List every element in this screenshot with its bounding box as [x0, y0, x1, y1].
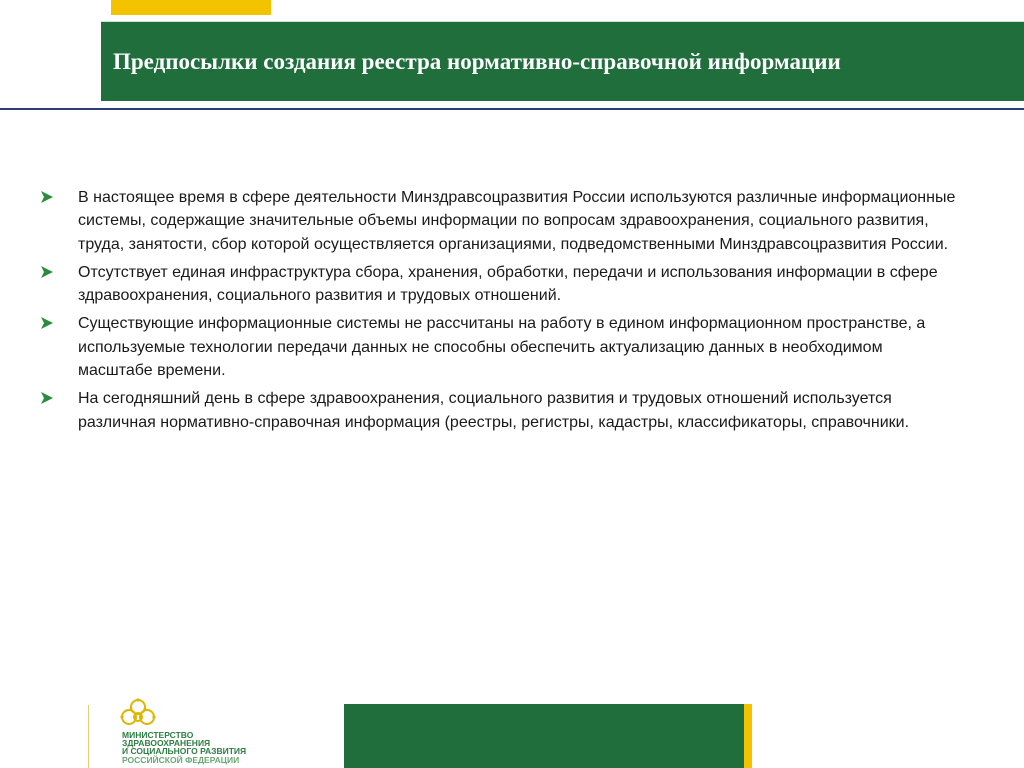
footer-green-block — [344, 704, 744, 768]
bullet-item — [40, 312, 960, 382]
header-divider — [0, 108, 1024, 110]
slide-title: Предпосылки создания реестра нормативно-справочной информации — [113, 48, 841, 74]
bullet-text: В настоящее время в сфере деятельности Минздравсоцразвития России используются различные информационные системы, содержащие значительные объемы информации по вопросам здравоохранения, социального развития, труда, занятости, сбор которой осуществляется организациями, подведомственными Минздравсоцразвития России. — [78, 189, 956, 253]
ministry-logo-text — [122, 731, 246, 764]
bullet-text: На сегодняшний день в сфере здравоохранения, социального развития и трудовых отношений используется различная нормативно-справочная информация (реестры, регистры, кадастры, классификаторы, справочники. — [78, 390, 910, 431]
arrowhead-bullet-icon — [40, 391, 54, 405]
arrowhead-bullet-icon — [40, 190, 54, 204]
logo-line: И СОЦИАЛЬНОГО РАЗВИТИЯ — [122, 746, 247, 757]
title-bar — [101, 21, 1024, 101]
top-accent-bar — [111, 0, 271, 15]
bullet-text: Отсутствует единая инфраструктура сбора, хранения, обработки, передачи и использования информации в сфере здравоохранения, социального развития и трудовых отношений. — [78, 263, 938, 305]
bullet-item — [40, 186, 960, 256]
logo-line: РОССИЙСКОЙ ФЕДЕРАЦИИ — [122, 754, 240, 765]
logo-line: МИНИСТЕРСТВО — [122, 730, 194, 740]
bullet-item — [40, 261, 960, 308]
arrowhead-bullet-icon — [40, 316, 54, 330]
logo-line: ЗДРАВООХРАНЕНИЯ — [122, 738, 211, 749]
bullet-item — [40, 387, 960, 434]
arrowhead-bullet-icon — [40, 265, 54, 279]
bullet-list — [40, 186, 960, 439]
footer-divider — [88, 705, 89, 768]
bullet-text: Существующие информационные системы не рассчитаны на работу в едином информационном пространстве, а используемые технологии передачи данных не способны обеспечить актуализацию данных в необходимом масштабе времени. — [78, 315, 926, 380]
footer-yellow-stripe — [744, 704, 752, 768]
